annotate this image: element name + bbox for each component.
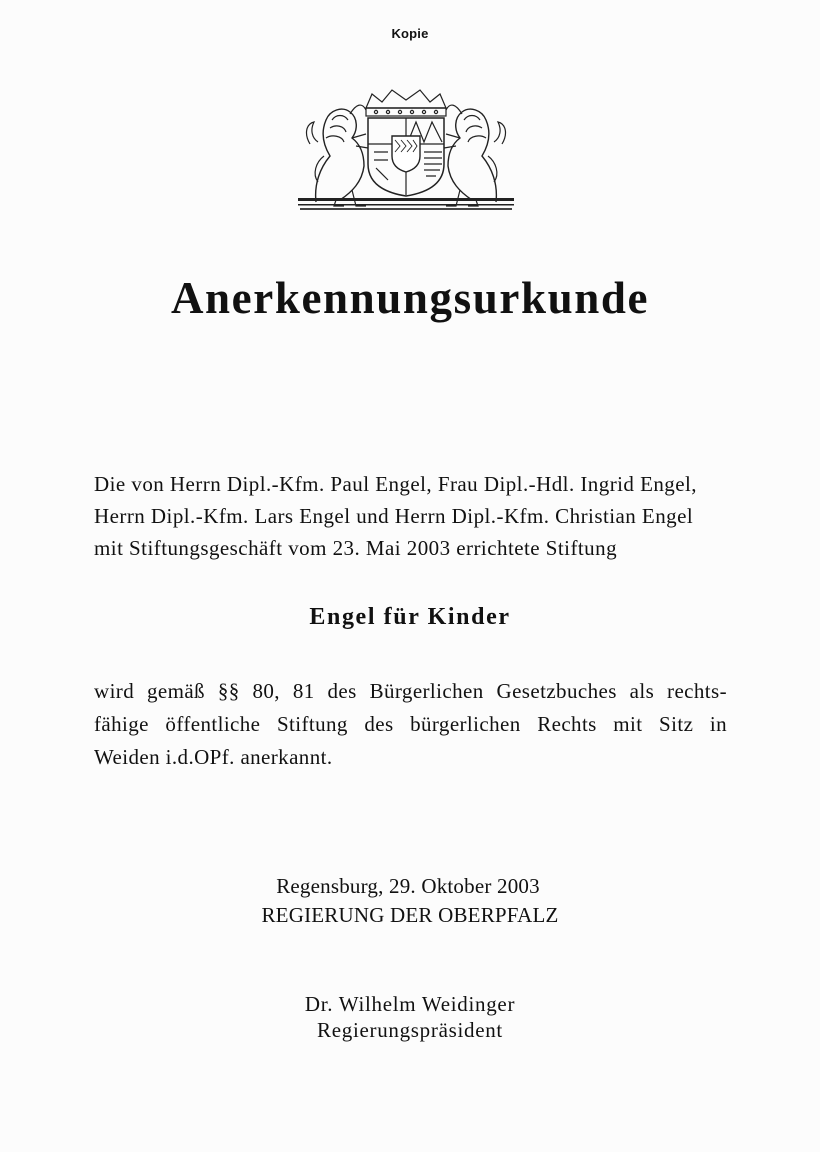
intro-paragraph	[94, 468, 722, 564]
coat-of-arms-emblem	[296, 84, 516, 212]
place-and-date: Regensburg, 29. Oktober 2003	[276, 874, 540, 898]
intro-line: mit Stiftungsgeschäft vom 23. Mai 2003 errichtete Stiftung	[94, 536, 618, 560]
foundation-name: Engel für Kinder	[309, 604, 511, 630]
signer-title: Regierungspräsident	[317, 1018, 503, 1042]
recognition-line: Weiden i.d.OPf. anerkannt.	[94, 745, 333, 769]
document-title: Anerkennungsurkunde	[170, 273, 650, 323]
intro-line: Die von Herrn Dipl.-Kfm. Paul Engel, Frau Dipl.-Hdl. Ingrid Engel,	[94, 472, 698, 496]
recognition-line: wird gemäß §§ 80, 81 des Bürgerlichen Gesetzbuches als rechts-	[94, 679, 727, 703]
issuing-authority: REGIERUNG DER OBERPFALZ	[261, 903, 559, 927]
intro-line: Herrn Dipl.-Kfm. Lars Engel und Herrn Dipl.-Kfm. Christian Engel	[94, 504, 694, 528]
recognition-paragraph	[94, 675, 727, 774]
copy-stamp: Kopie	[391, 26, 429, 41]
recognition-line: fähige öffentliche Stiftung des bürgerlichen Rechts mit Sitz in	[94, 712, 727, 736]
signer-name: Dr. Wilhelm Weidinger	[304, 992, 516, 1016]
